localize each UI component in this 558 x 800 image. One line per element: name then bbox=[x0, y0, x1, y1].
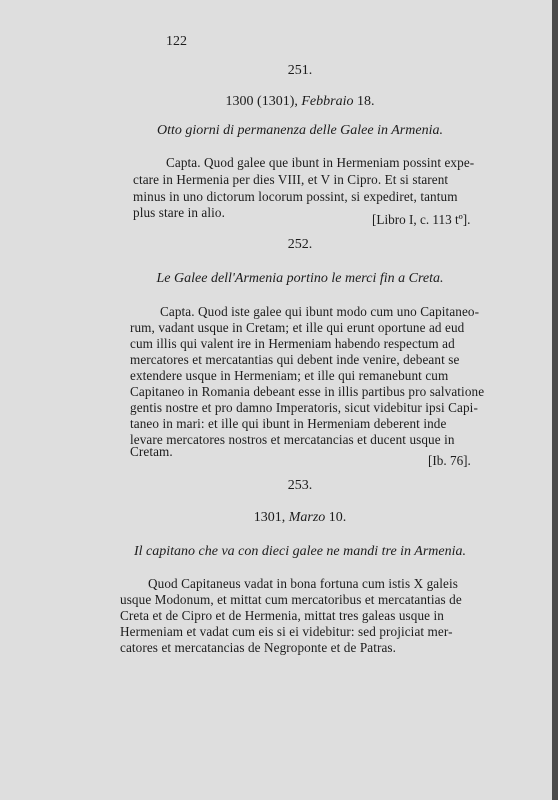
text-line: Capta. Quod galee que ibunt in Hermeniam possint expe- bbox=[166, 155, 475, 170]
text-line: usque Modonum, et mittat cum mercatoribus et mercatantias de bbox=[120, 592, 462, 607]
page-number: 122 bbox=[166, 34, 187, 49]
text-line: mercatores et mercatantias qui debent inde venire, debeant se bbox=[130, 352, 460, 367]
text-line: Quod Capitaneus vadat in bona fortuna cum istis X galeis bbox=[148, 576, 458, 591]
text-line: gentis nostre et pro damno Imperatoris, sicut videbitur ipsi Capi- bbox=[130, 400, 478, 415]
doc-number: 252. bbox=[287, 237, 313, 252]
text-line: Cretam. bbox=[130, 444, 173, 459]
doc-number: 251. bbox=[287, 63, 313, 78]
source-reference: [Ib. 76]. bbox=[428, 453, 471, 468]
doc-date: 1300 (1301), Febbraio 18. bbox=[225, 94, 375, 109]
doc-title: Il capitano che va con dieci galee ne mandi tre in Armenia. bbox=[133, 544, 467, 559]
text-line: Creta et de Cipro et de Hermenia, mittat tres galeas usque in bbox=[120, 608, 444, 623]
book-edge bbox=[552, 0, 558, 800]
text-line: plus stare in alio. bbox=[133, 205, 225, 220]
doc-number: 253. bbox=[287, 478, 313, 493]
text-line: levare mercatores nostros et mercatancias et ducent usque in bbox=[130, 432, 455, 447]
doc-title: Le Galee dell'Armenia portino le merci fin a Creta. bbox=[156, 271, 444, 286]
text-line: minus in uno dictorum locorum possint, si expediret, tantum bbox=[133, 189, 458, 204]
text-line: Hermeniam et vadat cum eis si ei videbitur: sed projiciat mer- bbox=[120, 624, 453, 639]
source-reference: [Libro I, c. 113 tº]. bbox=[372, 212, 471, 227]
text-line: Capitaneo in Romania debeant esse in illis partibus pro salvatione bbox=[130, 384, 485, 399]
text-line: rum, vadant usque in Cretam; et ille qui erunt oportune ad eud bbox=[130, 320, 465, 335]
text-line: taneo in mari: et ille qui ibunt in Hermeniam deberent inde bbox=[130, 416, 447, 431]
doc-title: Otto giorni di permanenza delle Galee in Armenia. bbox=[157, 123, 443, 138]
text-line: ctare in Hermenia per dies VIII, et V in Cipro. Et si starent bbox=[133, 172, 449, 187]
text-line: cum illis qui valent ire in Hermeniam habendo respectum ad bbox=[130, 336, 455, 351]
doc-date: 1301, Marzo 10. bbox=[253, 510, 347, 525]
text-line: catores et mercatancias de Negroponte et de Patras. bbox=[120, 640, 397, 655]
text-line: extendere usque in Hermeniam; et ille qui remanebunt cum bbox=[130, 368, 449, 383]
text-line: Capta. Quod iste galee qui ibunt modo cum uno Capitaneo- bbox=[160, 304, 480, 319]
